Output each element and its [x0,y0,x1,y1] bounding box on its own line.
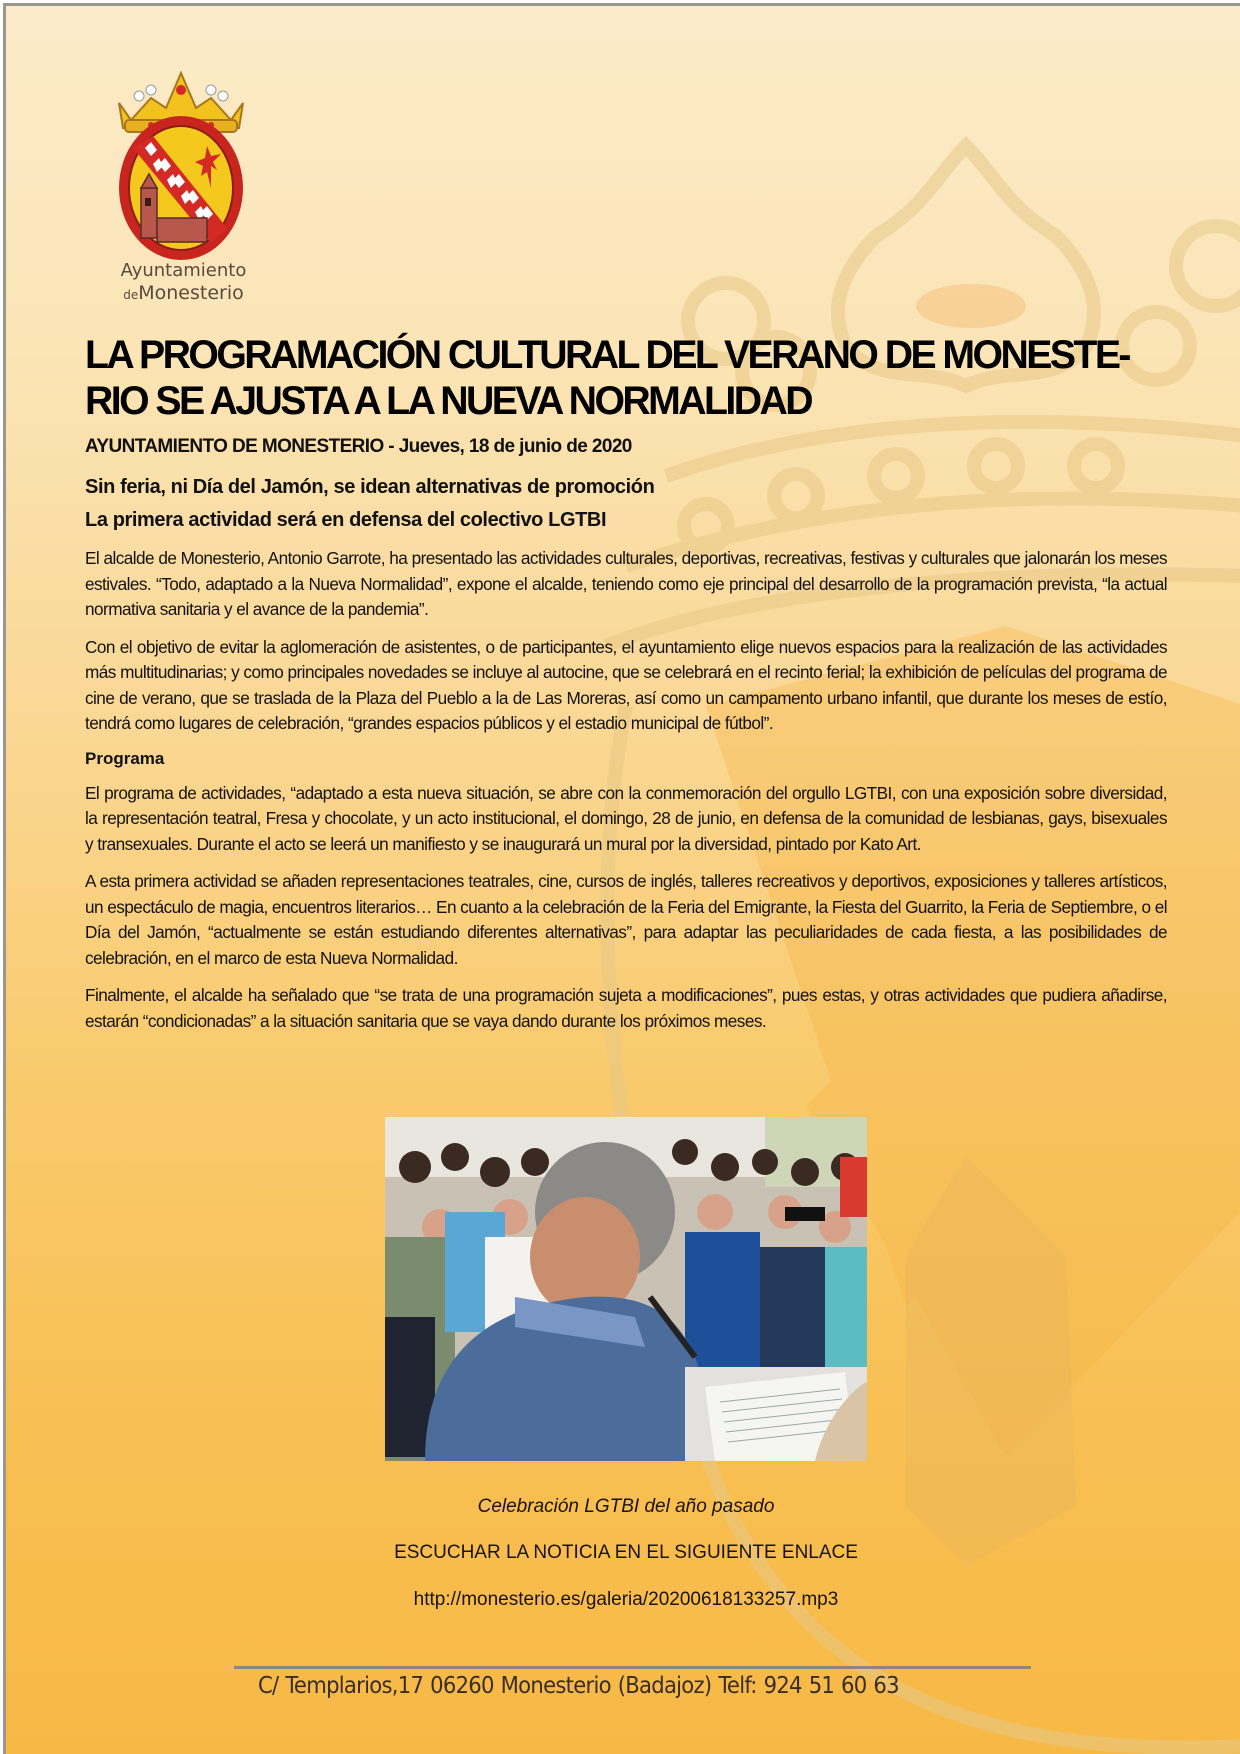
logo-text [111,260,256,306]
logo-prefix: de [123,288,139,302]
article-title [85,332,1145,424]
logo-line-2: Monesterio [138,282,244,304]
logo-line-1: Ayuntamiento [120,260,247,281]
subtitle-2: La primera actividad será en defensa del colectivo LGTBI [85,509,607,531]
subtitle-1: Sin feria, ni Día del Jamón, se idean alternativas de promoción [85,476,655,498]
event-photo [385,1117,867,1461]
footer-divider [234,1666,1031,1669]
photo-caption: Celebración LGTBI del año pasado [477,1496,775,1517]
document-page [3,3,1240,1754]
program-paragraph-1: El programa de actividades, “adaptado a esta nueva situación, se abre con la conmemoración del orgullo LGTBI, con una exposición sobre diversidad, la representación teatral, Fresa y chocolate, y un acto institucional, el domingo, 28 de junio, en defensa de la comunidad de lesbianas, gays, bisexuales y transexuales. Durante el acto se leerá un manifiesto y se inaugurará un mural por la diversidad, pintado por Kato Art. [85,782,1167,854]
section-heading-programa: Programa [85,748,165,768]
audio-link[interactable]: http://monesterio.es/galeria/20200618133257.mp3 [413,1589,839,1610]
paragraph-2: Con el objetivo de evitar la aglomeración de asistentes, o de participantes, el ayuntamiento elige nuevos espacios para la realización de las actividades más multitudinarias; y como principales novedades se incluye al autocine, que se celebrará en el recinto ferial; la exhibición de películas del programa de cine de verano, que se traslada de la Plaza del Pueblo a la de Las Moreras, así como un campamento urbano infantil, que durante los meses de estío, tendrá como lugares de celebración, “grandes espacios públicos y el estadio municipal de fútbol”. [85,636,1167,733]
footer-address: C/ Templarios,17 06260 Monesterio (Badajoz) Telf: 924 51 60 63 [258,1673,899,1699]
paragraph-1: El alcalde de Monesterio, Antonio Garrote, ha presentado las actividades culturales, deportivas, recreativas, festivas y culturales que jalonarán los meses estivales. “Todo, adaptado a la Nueva Normalidad”, expone el alcalde, teniendo como eje principal del desarrollo de la programación prevista, “la actual normativa sanitaria y el avance de la pandemia”. [85,548,1167,619]
article [85,332,1167,1034]
program-paragraph-3: Finalmente, el alcalde ha señalado que “se trata de una programación sujeta a modificaciones”, pues estas, y otras actividades que pudiera añadirse, estarán “condicionadas” a la situación sanitaria que se vaya dando durante los próximos meses. [85,985,1167,1031]
title-line-1: LA PROGRAMACIÓN CULTURAL DEL VERANO DE MONESTE- [85,333,1129,377]
photo-illustration [385,1117,867,1461]
title-line-2: RIO SE AJUSTA A LA NUEVA NORMALIDAD [85,379,812,423]
byline: AYUNTAMIENTO DE MONESTERIO - Jueves, 18 de junio de 2020 [85,436,632,457]
listen-label: ESCUCHAR LA NOTICIA EN EL SIGUIENTE ENLACE [394,1542,858,1563]
program-paragraph-2: A esta primera actividad se añaden representaciones teatrales, cine, cursos de inglés, talleres recreativos y deportivos, exposiciones y talleres artísticos, un espectáculo de magia, encuentros literarios… En cuanto a la celebración de la Feria del Emigrante, la Fiesta del Guarrito, la Feria de Septiembre, o el Día del Jamón, “actualmente se están estudiando diferentes alternativas”, para adaptar las peculiaridades de cada fiesta, a las posibilidades de celebración, en el marco de esta Nueva Normalidad. [85,871,1167,968]
